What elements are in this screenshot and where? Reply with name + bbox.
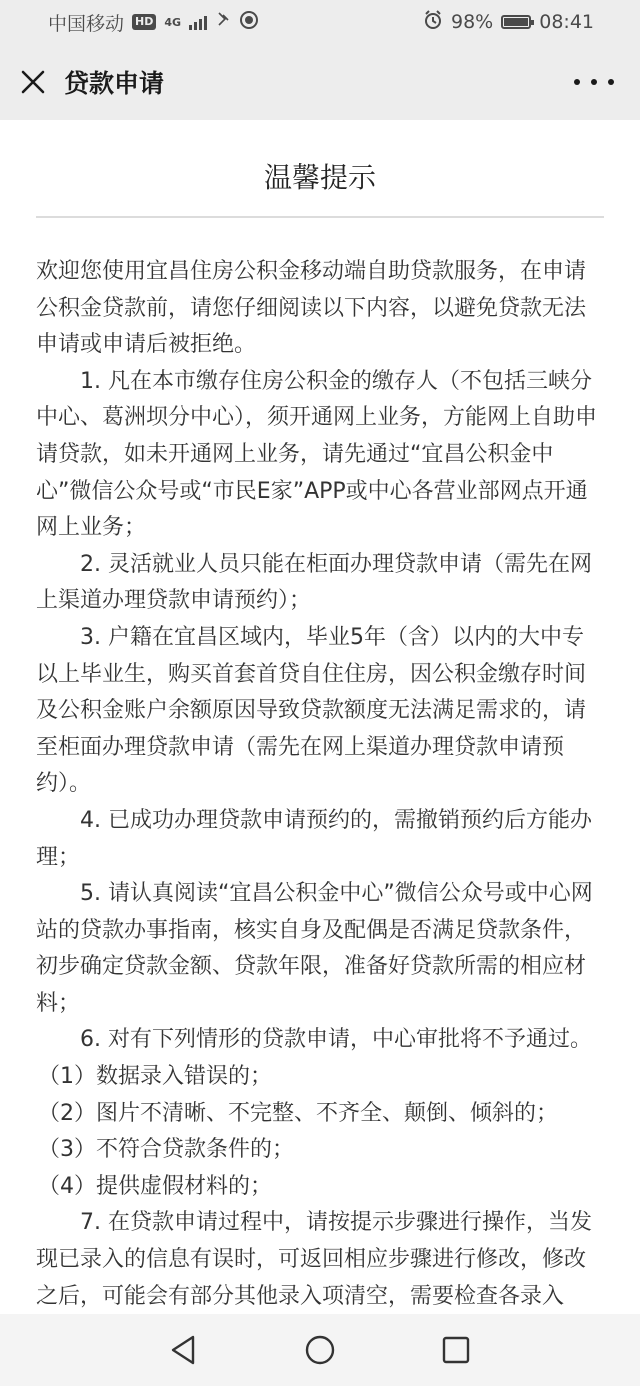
more-dot-icon [574, 79, 580, 85]
more-dot-icon [608, 79, 614, 85]
battery-icon [501, 15, 531, 29]
notice-item-6: 6. 对有下列情形的贷款申请，中心审批将不予通过。 [80, 1027, 592, 1053]
title-bar [0, 44, 640, 120]
back-button[interactable] [164, 1330, 204, 1370]
page-title: 贷款申请 [64, 69, 165, 98]
back-triangle-icon [169, 1334, 199, 1366]
notice-subitem-4: （4）提供虚假材料的； [38, 1173, 272, 1199]
more-options-button[interactable] [574, 67, 614, 97]
clock: 08:41 [539, 11, 594, 33]
notice-item-5: 5. 请认真阅读“宜昌公积金中心”微信公众号或中心网站的贷款办事指南，核实自身及配偶是否满足贷款条件，初步确定贷款金额、贷款年限，准备好贷款所需的相应材料； [36, 881, 593, 1016]
battery-percent: 98% [451, 11, 494, 33]
notice-intro: 欢迎您使用宜昌住房公积金移动端自助贷款服务，在申请公积金贷款前，请您仔细阅读以下内容，以避免贷款无法申请或申请后被拒绝。 [36, 259, 587, 358]
notice-subitem-3: （3）不符合贷款条件的； [38, 1137, 294, 1163]
home-circle-icon [304, 1334, 336, 1366]
content-scroll-area[interactable] [0, 120, 640, 1314]
notice-item-4: 4. 已成功办理贷款申请预约的，需撤销预约后方能办理； [36, 807, 592, 870]
hd-icon: HD [132, 14, 156, 30]
carrier-label: 中国移动 [48, 12, 125, 35]
notice-item-2: 2. 灵活就业人员只能在柜面办理贷款申请（需先在网上渠道办理贷款申请预约）； [36, 551, 592, 614]
status-right [423, 10, 594, 35]
vibrate-icon [215, 11, 231, 34]
notice-title: 温馨提示 [263, 161, 376, 194]
alarm-icon [423, 10, 443, 35]
signal-icon [189, 14, 207, 30]
system-nav-bar [0, 1314, 640, 1386]
status-bar [0, 0, 640, 44]
notice-item-7: 7. 在贷款申请过程中，请按提示步骤进行操作，当发现已录入的信息有误时，可返回相应步骤进行修改，修改之后，可能会有部分其他录入项清空，需要检查各录入 [36, 1210, 592, 1309]
recents-square-icon [441, 1335, 471, 1365]
notice-item-3: 3. 户籍在宜昌区域内，毕业5年（含）以内的大中专以上毕业生，购买首套首贷自住住房，因公积金缴存时间及公积金账户余额原因导致贷款额度无法满足需求的，请至柜面办理贷款申请（需先在网上渠道办理贷款申请预约）。 [36, 624, 587, 797]
more-dot-icon [591, 79, 597, 85]
recents-button[interactable] [436, 1330, 476, 1370]
notice-body [36, 218, 604, 1314]
notice-item-1: 1. 凡在本市缴存住房公积金的缴存人（不包括三峡分中心、葛洲坝分中心），须开通网上业务，方能网上自助申请贷款，如未开通网上业务，请先通过“宜昌公积金中心”微信公众号或“市民E家”APP或中心各营业部网点开通网上业务； [36, 368, 598, 541]
notice-subitem-1: （1）数据录入错误的； [38, 1064, 272, 1090]
hotspot-icon [239, 10, 259, 35]
close-icon [20, 69, 46, 95]
network-label: 4G [164, 15, 182, 29]
status-left [48, 9, 259, 36]
close-button[interactable] [16, 65, 50, 99]
home-button[interactable] [300, 1330, 340, 1370]
notice-subitem-2: （2）图片不清晰、不完整、不齐全、颠倒、倾斜的； [38, 1100, 558, 1126]
